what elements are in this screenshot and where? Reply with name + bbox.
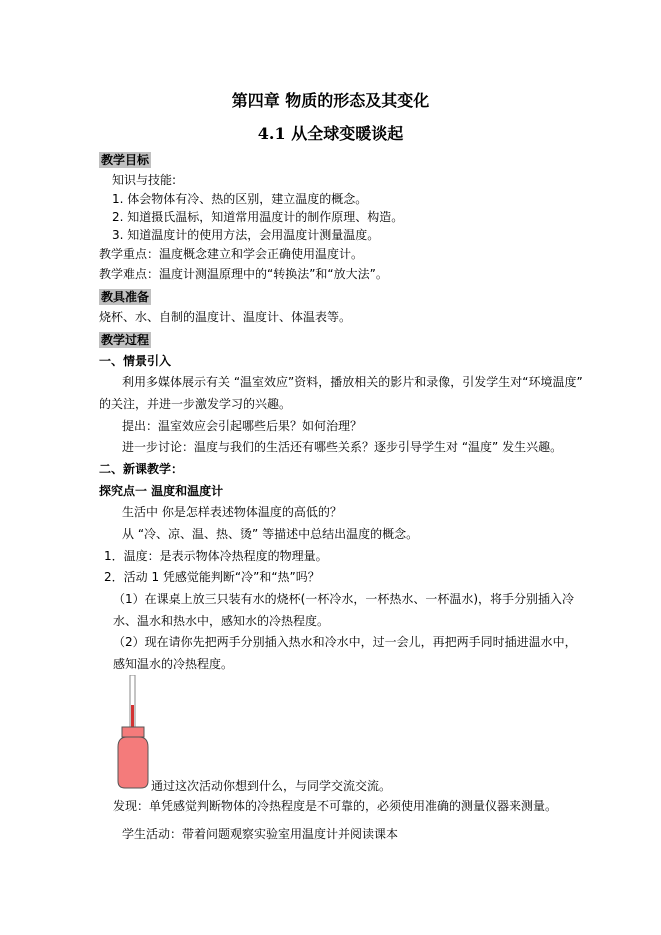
- equipment-text: 烧杯、水、自制的温度计、温度计、体温表等。: [99, 310, 352, 324]
- part2-heading: 二、新课教学：: [99, 462, 184, 476]
- goal-item-3: 3. 知道温度计的使用方法，会用温度计测量温度。: [112, 228, 380, 242]
- bottle-cap: [122, 727, 144, 737]
- knowledge-label: 知识与技能:: [112, 173, 177, 187]
- explore1-question: 生活中 你是怎样表述物体温度的高低的？: [122, 505, 342, 519]
- after-image-caption: 通过这次活动你想到什么，与同学交流交流。: [151, 779, 392, 793]
- difficulty: 教学难点：温度计测温原理中的“转换法”和“放大法”。: [99, 267, 388, 281]
- equipment-heading: 教具准备: [101, 290, 150, 304]
- explore1-summary: 从 “冷、凉、温、热、烫” 等描述中总结出温度的概念。: [122, 527, 419, 541]
- student-activity: 学生活动：带着问题观察实验室用温度计并阅读课本: [122, 827, 399, 841]
- part1-question: 提出：温室效应会引起哪些后果？如何治理？: [122, 419, 363, 433]
- goal-item-1: 1. 体会物体有冷、热的区别，建立温度的概念。: [112, 192, 368, 206]
- activity-step2-line1: （2）现在请你先把两手分别插入热水和冷水中，过一会儿，再把两手同时插进温水中，: [113, 635, 577, 649]
- activity-step2-line2: 感知温水的冷热程度。: [113, 657, 234, 671]
- definition-item-1: 1．温度：是表示物体冷热程度的物理量。: [104, 549, 328, 563]
- goal-item-2: 2. 知道摄氏温标，知道常用温度计的制作原理、构造。: [112, 210, 404, 224]
- part1-discussion: 进一步讨论：温度与我们的生活还有哪些关系？逐步引导学生对 “温度” 发生兴趣。: [122, 440, 563, 454]
- part1-paragraph-line1: 利用多媒体展示有关 “温室效应”资料，播放相关的影片和录像，引发学生对“环境温度”: [122, 375, 583, 389]
- activity-step1-line2: 水、温水和热水中，感知水的冷热程度。: [113, 614, 330, 628]
- bottle-body: [118, 737, 148, 788]
- chapter-title: 第四章 物质的形态及其变化: [231, 91, 430, 110]
- part1-paragraph-line2: 的关注，并进一步激发学习的兴趣。: [99, 397, 292, 411]
- activity-step1-line1: （1）在课桌上放三只装有水的烧杯(一杯冷水，一杯热水、一杯温水)，将手分别插入冷: [113, 592, 575, 606]
- activity-item-2: 2．活动 1 凭感觉能判断“冷”和“热”吗？: [104, 570, 320, 584]
- section-title: 4.1 从全球变暖谈起: [257, 124, 404, 143]
- finding: 发现：单凭感觉判断物体的冷热程度是不可靠的，必须使用准确的测量仪器来测量。: [113, 799, 558, 813]
- explore1-heading: 探究点一 温度和温度计: [99, 484, 224, 498]
- key-point: 教学重点：温度概念建立和学会正确使用温度计。: [99, 247, 364, 261]
- part1-heading: 一、情景引入: [99, 354, 172, 368]
- process-heading: 教学过程: [101, 333, 150, 347]
- thermometer-bottle-illustration: [113, 675, 153, 790]
- goals-heading: 教学目标: [101, 153, 150, 167]
